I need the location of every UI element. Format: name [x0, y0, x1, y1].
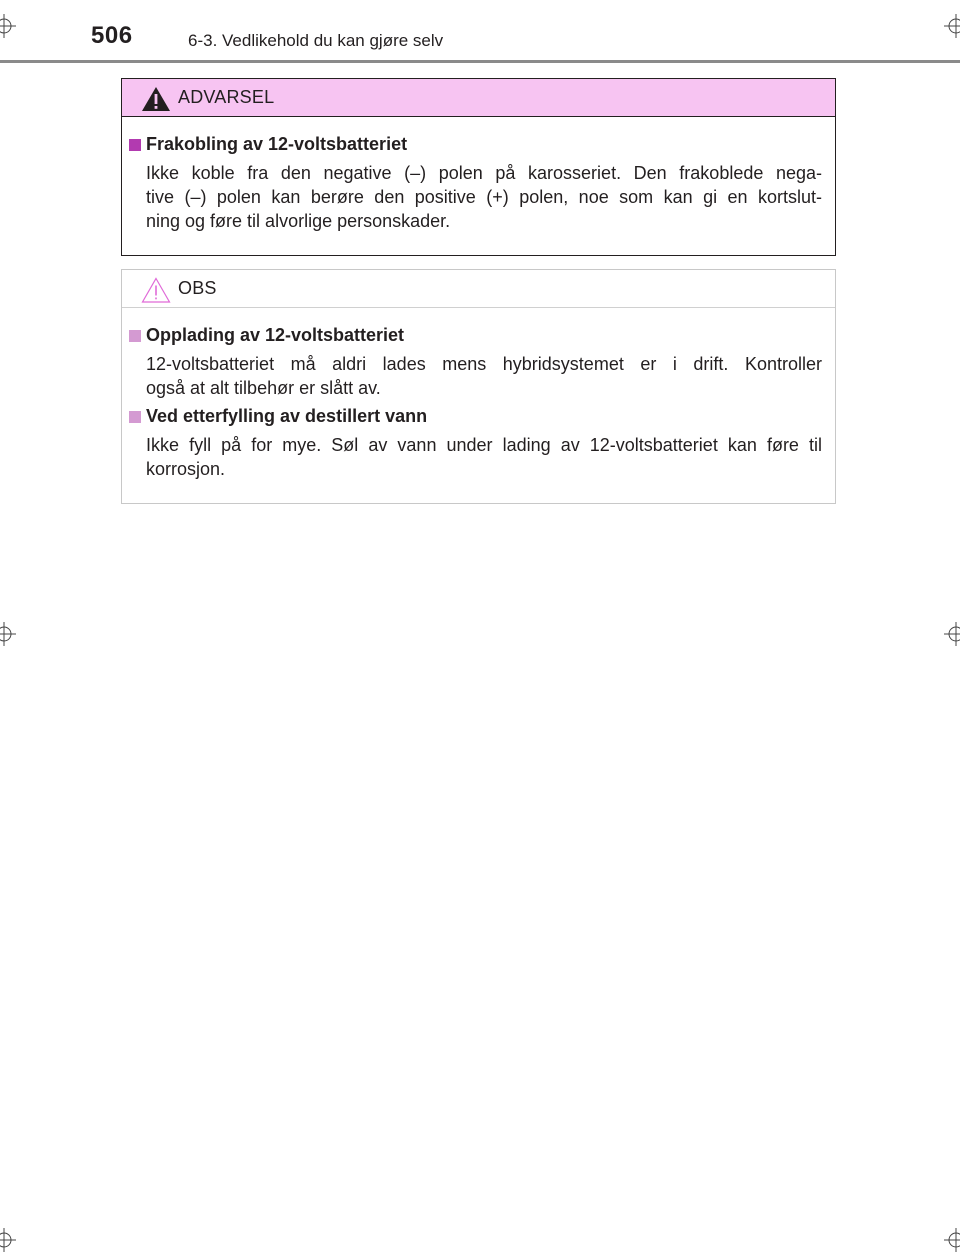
- notice-item-text: [146, 433, 822, 481]
- notice-item-title: Ved etterfylling av destillert vann: [146, 406, 428, 426]
- section-title: 6-3. Vedlikehold du kan gjøre selv: [188, 31, 444, 50]
- notice-label: OBS: [178, 278, 217, 298]
- page-number: 506: [91, 22, 133, 49]
- square-bullet-icon: [129, 411, 141, 423]
- text-line: Ikke koble fra den negative (–) polen på karosseriet. Den frakoblede nega-: [146, 163, 822, 183]
- warning-box: [121, 78, 836, 256]
- text-line: 12-voltsbatteriet må aldri lades mens hybridsystemet er i drift. Kontroller: [146, 354, 822, 374]
- square-bullet-icon: [129, 139, 141, 151]
- warning-label: ADVARSEL: [178, 87, 275, 107]
- caution-triangle-outline-icon: [141, 277, 171, 303]
- warning-triangle-icon: [141, 86, 171, 112]
- warning-item-title: Frakobling av 12-voltsbatteriet: [146, 134, 408, 154]
- registration-mark-icon: [0, 14, 16, 38]
- notice-header: [122, 270, 835, 308]
- text-line: korrosjon.: [146, 459, 226, 479]
- text-line: Ikke fyll på for mye. Søl av vann under lading av 12-voltsbatteriet kan føre til: [146, 435, 822, 455]
- registration-mark-icon: [0, 622, 16, 646]
- warning-item-text: [146, 161, 822, 233]
- text-line: tive (–) polen kan berøre den positive (+) polen, noe som kan gi en kortslut-: [146, 187, 822, 207]
- text-line: ning og føre til alvorlige personskader.: [146, 211, 451, 231]
- notice-box: [121, 269, 836, 504]
- text-line: også at alt tilbehør er slått av.: [146, 378, 381, 398]
- notice-item-title: Opplading av 12-voltsbatteriet: [146, 325, 405, 345]
- registration-mark-icon: [944, 622, 960, 646]
- header-rule: [0, 60, 960, 63]
- registration-mark-icon: [944, 1228, 960, 1252]
- registration-mark-icon: [0, 1228, 16, 1252]
- notice-item-text: [146, 352, 822, 400]
- warning-header: [122, 79, 835, 117]
- square-bullet-icon: [129, 330, 141, 342]
- registration-mark-icon: [944, 14, 960, 38]
